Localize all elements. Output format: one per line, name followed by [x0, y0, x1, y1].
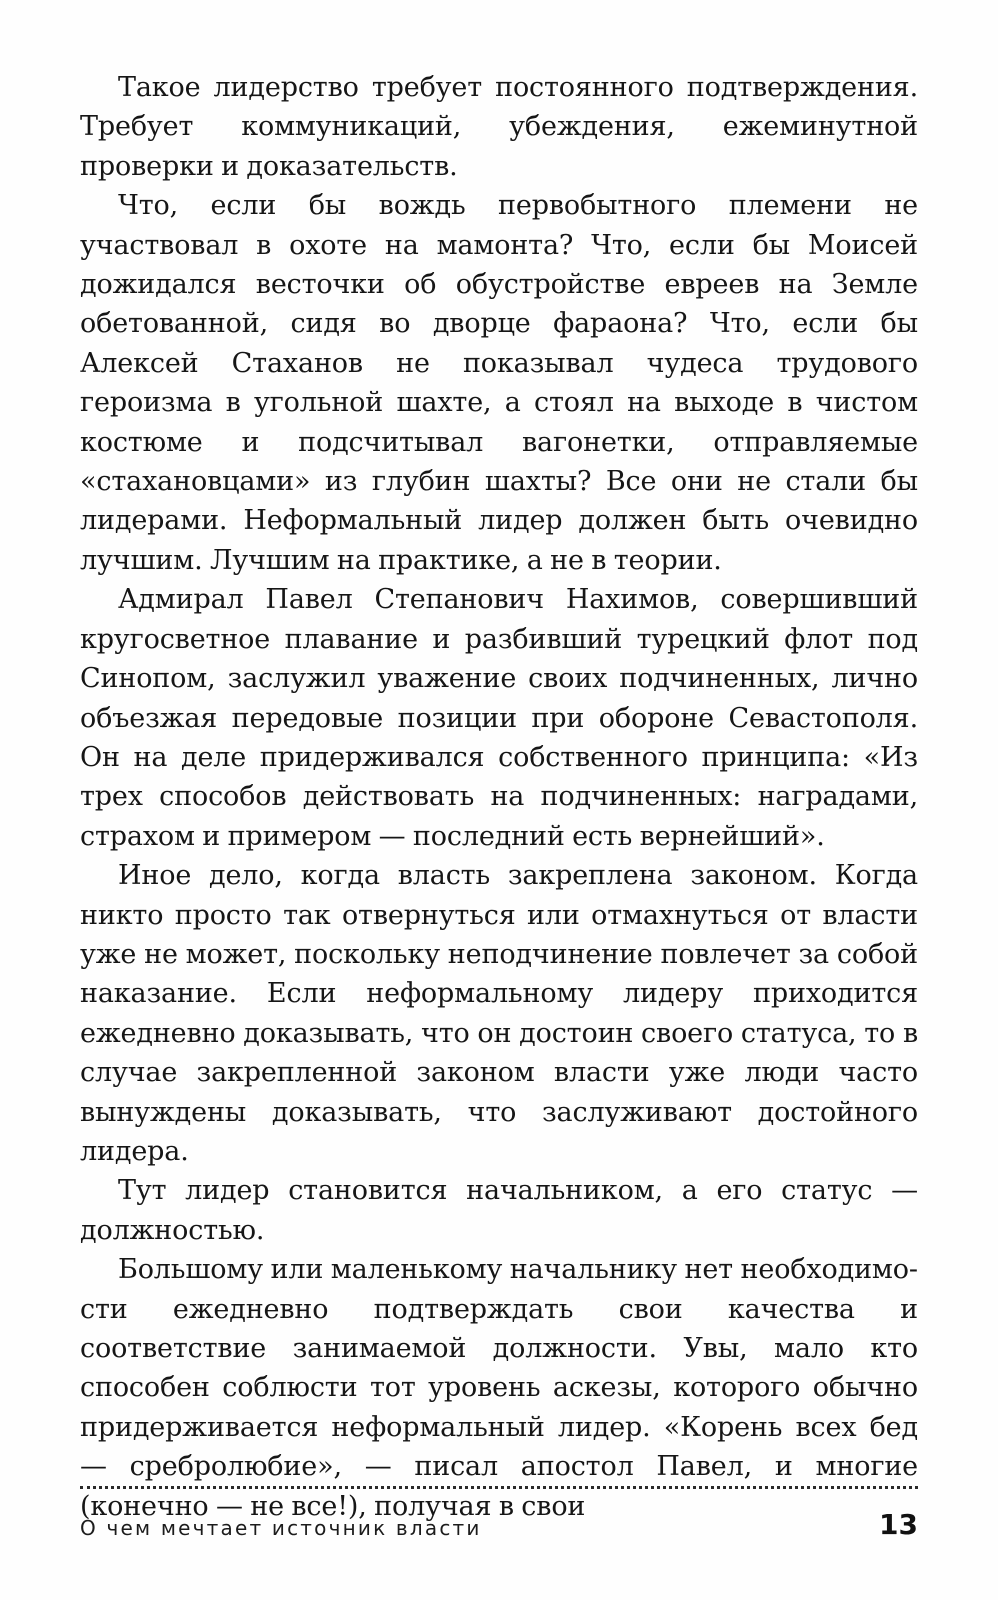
paragraph: Адмирал Павел Степанович Нахимов, совершивший кругосветное плавание и разбивший турецкий флот под Синопом, заслужил уважение своих подчиненных, лично объезжая передовые позиции при обороне Севастополя. Он на деле придерживался собственного принципа: «Из трех способов действовать на подчиненных: наградами, страхом и примером — последний есть вернейший».	[80, 584, 918, 852]
paragraph: Что, если бы вождь первобытного племени не участвовал в охоте на мамонта? Что, если бы Моисей дожидался весточки об обустройстве евреев на Земле обетованной, сидя во дворце фараона? Что, если бы Алексей Стаханов не показывал чудеса трудового героизма в угольной шахте, а стоял на выходе в чистом костюме и подсчитывал вагонетки, отправляемые «стахановцами» из глубин шахты? Все они не стали бы лидерами. Неформальный лидер должен быть очевидно лучшим. Лучшим на практике, а не в теории.	[80, 190, 918, 576]
running-title: О чем мечтает источник власти	[80, 1516, 482, 1540]
paragraph: Тут лидер становится начальником, а его статус — должностью.	[80, 1175, 918, 1246]
paragraph: Такое лидерство требует постоянного подтверждения. Требует коммуникаций, убеждения, ежеминутной проверки и доказательств.	[80, 72, 918, 182]
page-number: 13	[879, 1508, 918, 1541]
footer-dotted-rule	[80, 1486, 918, 1489]
body-text	[80, 68, 918, 1526]
paragraph: Иное дело, когда власть закреплена законом. Когда никто просто так отвернуться или отмахнуться от власти уже не может, поскольку неподчинение повлечет за собой наказание. Если неформальному лидеру приходится ежедневно доказывать, что он достоин своего статуса, то в случае закрепленной законом власти уже люди часто вынуждены доказывать, что заслуживают достойного лидера.	[80, 860, 918, 1167]
paragraph: Большому или маленькому начальнику нет необходимости ежедневно подтверждать свои качества и соответствие занимаемой должности. Увы, мало кто способен соблюсти тот уровень аскезы, которого обычно придерживается неформальный лидер. «Корень всех бед — сребролюбие», — писал апостол Павел, и многие (конечно — не все!), получая в свои	[80, 1254, 918, 1522]
